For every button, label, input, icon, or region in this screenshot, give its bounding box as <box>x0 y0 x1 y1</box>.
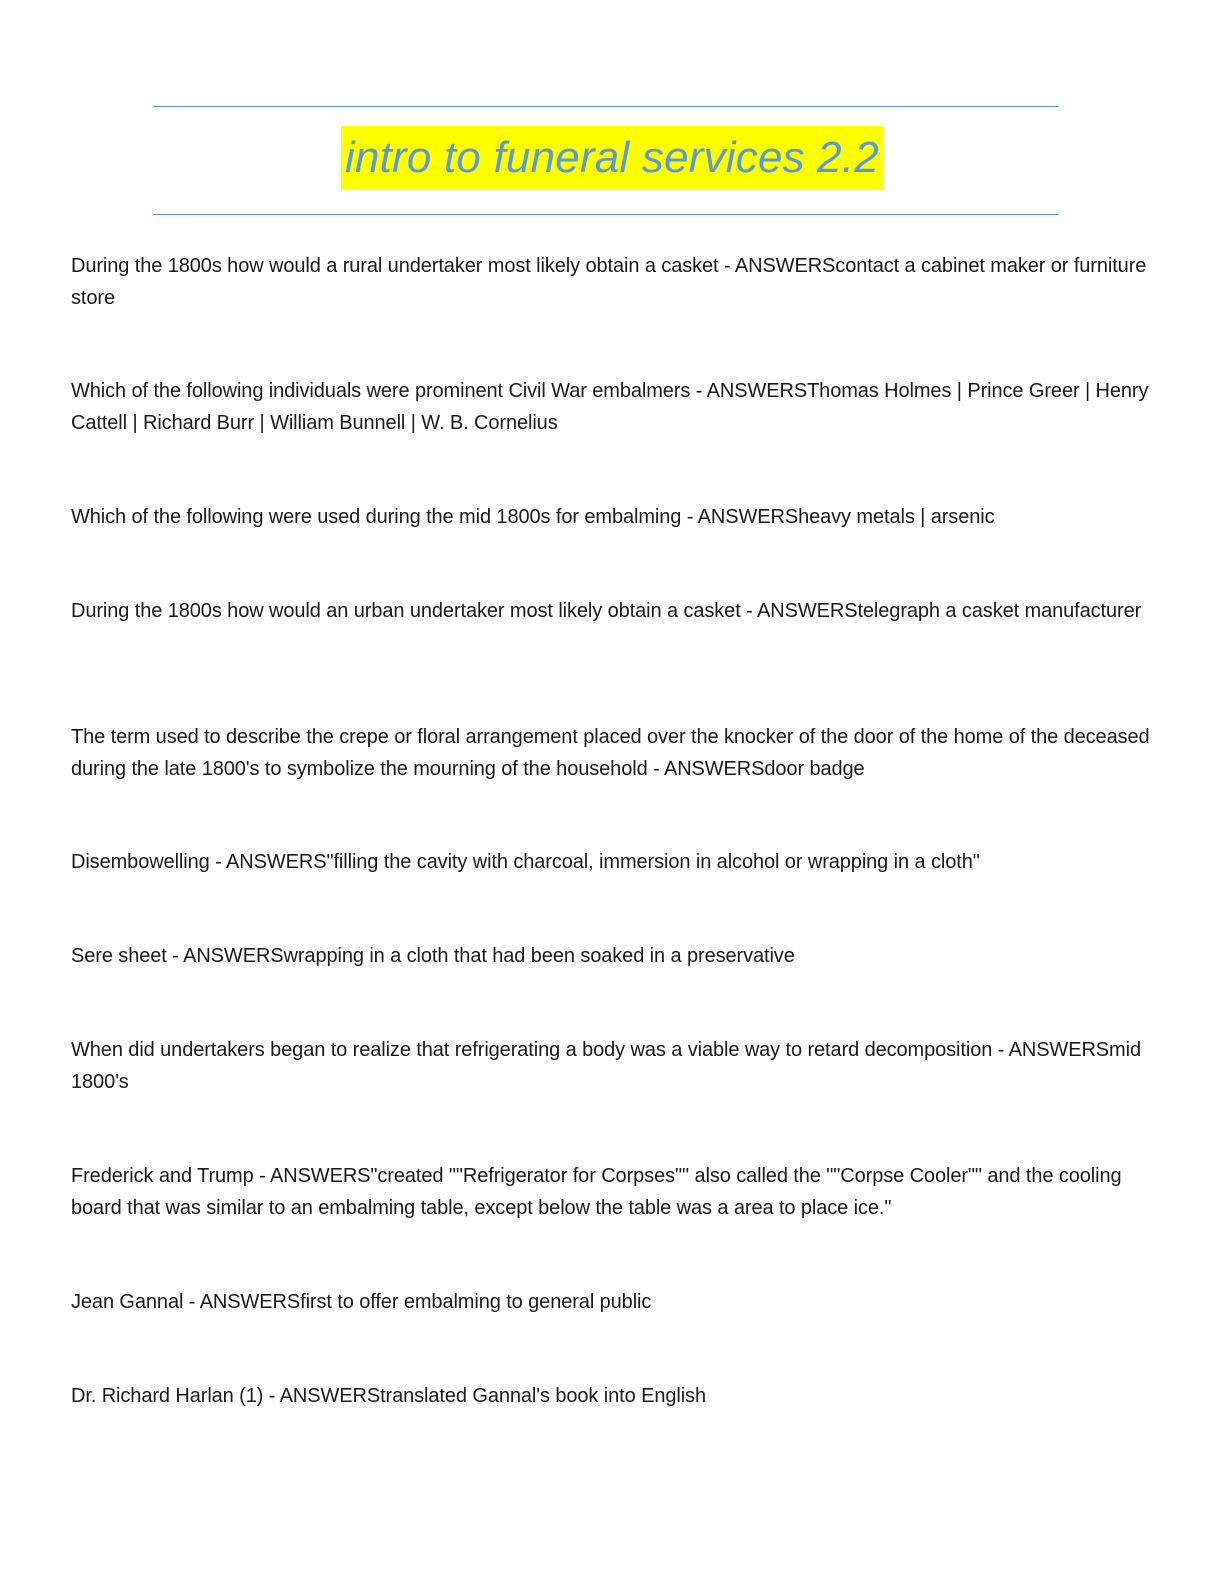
qa-entry-7: Sere sheet - ANSWERSwrapping in a cloth that had been soaked in a preservative <box>71 945 795 967</box>
qa-entry-3: Which of the following were used during the mid 1800s for embalming - ANSWERSheavy metals | arsenic <box>71 506 995 528</box>
qa-entry-1: During the 1800s how would a rural undertaker most likely obtain a casket - ANSWERScontact a cabinet maker or furniture store <box>71 255 1147 309</box>
qa-entry-9: Frederick and Trump - ANSWERS"created ""Refrigerator for Corpses"" also called the ""Corpse Cooler"" and the cooling board that was similar to an embalming table, except below the table was a area to place ice." <box>71 1165 1122 1219</box>
title-top-rule <box>153 106 1059 107</box>
qa-entry-11: Dr. Richard Harlan (1) - ANSWERStranslated Gannal's book into English <box>71 1385 706 1407</box>
qa-entry-5: The term used to describe the crepe or floral arrangement placed over the knocker of the door of the home of the deceased during the late 1800's to symbolize the mourning of the household - ANSWERSdoor badge <box>71 726 1150 780</box>
qa-entry-4: During the 1800s how would an urban undertaker most likely obtain a casket - ANSWERStelegraph a casket manufacturer <box>71 600 1142 622</box>
title-bottom-rule <box>153 214 1059 215</box>
title-block <box>0 126 1224 190</box>
qa-entry-8: When did undertakers began to realize that refrigerating a body was a viable way to retard decomposition - ANSWERSmid 1800's <box>71 1039 1141 1093</box>
qa-entry-2: Which of the following individuals were prominent Civil War embalmers - ANSWERSThomas Holmes | Prince Greer | Henry Cattell | Richard Burr | William Bunnell | W. B. Cornelius <box>71 380 1149 434</box>
document-title: intro to funeral services 2.2 <box>341 126 883 190</box>
qa-entry-10: Jean Gannal - ANSWERSfirst to offer embalming to general public <box>71 1291 652 1313</box>
qa-entry-6: Disembowelling - ANSWERS"filling the cavity with charcoal, immersion in alcohol or wrapping in a cloth" <box>71 851 980 873</box>
